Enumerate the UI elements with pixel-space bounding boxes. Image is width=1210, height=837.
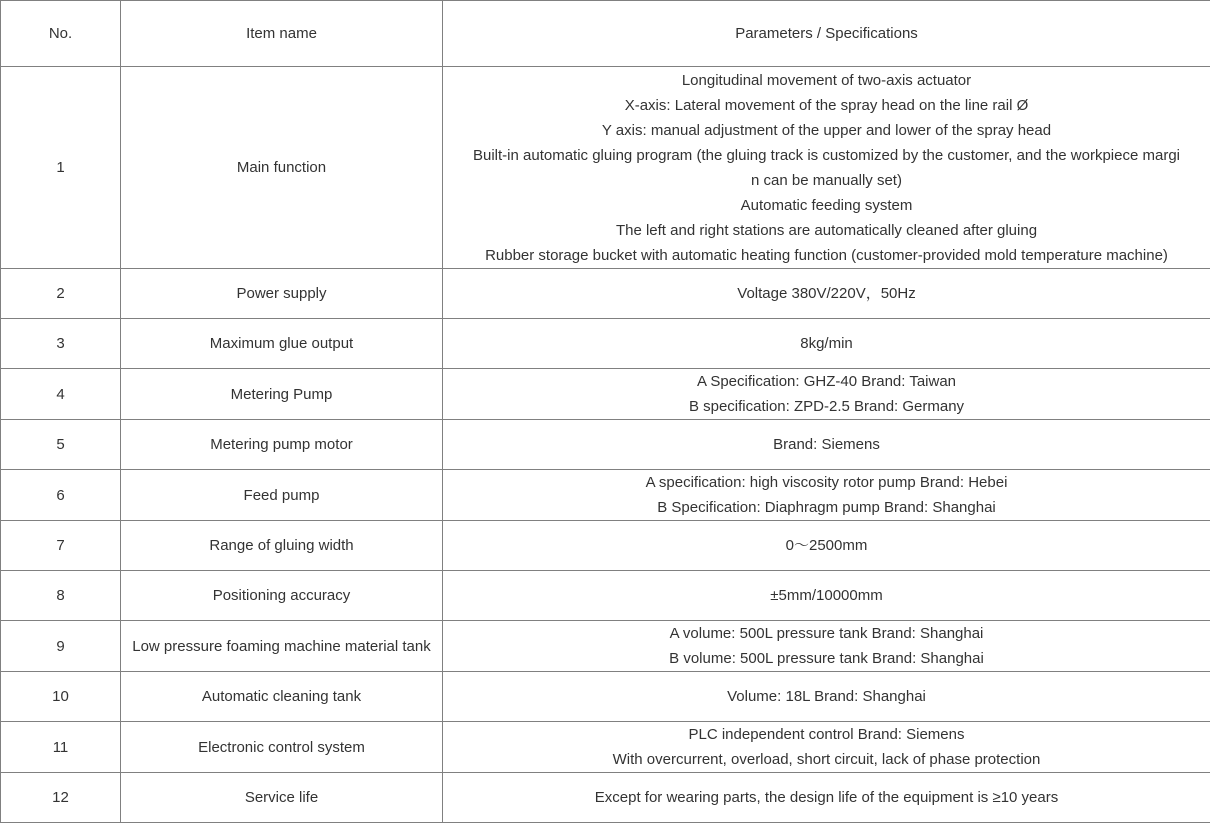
param-line: 8kg/min xyxy=(800,335,853,352)
cell-no: 5 xyxy=(1,420,121,470)
cell-parameters xyxy=(443,369,1210,420)
table-row-10 xyxy=(1,672,1210,722)
cell-item-name: Electronic control system xyxy=(121,722,443,773)
table-row-7 xyxy=(1,521,1210,571)
param-line: The left and right stations are automatically cleaned after gluing xyxy=(615,221,1038,239)
cell-no: 9 xyxy=(1,621,121,672)
cell-no: 12 xyxy=(1,773,121,823)
cell-parameters xyxy=(443,319,1210,369)
cell-parameters xyxy=(443,269,1210,319)
cell-parameters xyxy=(443,67,1210,269)
param-line: ±5mm/10000mm xyxy=(770,587,883,604)
param-line: Brand: Siemens xyxy=(773,436,880,453)
cell-no: 8 xyxy=(1,571,121,621)
cell-parameters xyxy=(443,621,1210,672)
cell-item-name: Power supply xyxy=(121,269,443,319)
param-line: B Specification: Diaphragm pump Brand: Shanghai xyxy=(657,499,996,516)
cell-parameters xyxy=(443,571,1210,621)
param-line: B specification: ZPD-2.5 Brand: Germany xyxy=(688,398,965,415)
param-line: n can be manually set) xyxy=(751,171,902,189)
header-no: No. xyxy=(1,1,121,67)
cell-parameters xyxy=(443,420,1210,470)
cell-item-name: Metering Pump xyxy=(121,369,443,420)
param-line: Longitudinal movement of two-axis actuator xyxy=(681,71,972,89)
header-row xyxy=(1,1,1210,67)
cell-no: 2 xyxy=(1,269,121,319)
header-parameters: Parameters / Specifications xyxy=(443,1,1210,67)
table-row-3 xyxy=(1,319,1210,369)
cell-parameters xyxy=(443,773,1210,823)
param-line: Voltage 380V/220V，50Hz xyxy=(737,285,916,302)
table-row-9 xyxy=(1,621,1210,672)
param-line: Volume: 18L Brand: Shanghai xyxy=(727,688,926,705)
param-line: Except for wearing parts, the design life of the equipment is ≥10 years xyxy=(594,789,1059,806)
cell-item-name: Service life xyxy=(121,773,443,823)
param-line: A specification: high viscosity rotor pump Brand: Hebei xyxy=(645,474,1008,491)
param-line: With overcurrent, overload, short circuit, lack of phase protection xyxy=(612,751,1041,768)
cell-parameters xyxy=(443,672,1210,722)
cell-item-name: Low pressure foaming machine material tank xyxy=(121,621,443,672)
cell-item-name: Feed pump xyxy=(121,470,443,521)
cell-no: 7 xyxy=(1,521,121,571)
param-line: PLC independent control Brand: Siemens xyxy=(688,726,965,743)
param-line: X-axis: Lateral movement of the spray head on the line rail Ø xyxy=(624,96,1029,114)
table-row-12 xyxy=(1,773,1210,823)
param-line: A Specification: GHZ-40 Brand: Taiwan xyxy=(696,373,957,390)
table-row-4 xyxy=(1,369,1210,420)
cell-item-name: Maximum glue output xyxy=(121,319,443,369)
param-line: Automatic feeding system xyxy=(740,196,913,214)
param-line: B volume: 500L pressure tank Brand: Shanghai xyxy=(669,650,984,667)
table-row-2 xyxy=(1,269,1210,319)
cell-no: 6 xyxy=(1,470,121,521)
cell-item-name: Metering pump motor xyxy=(121,420,443,470)
cell-item-name: Main function xyxy=(121,67,443,269)
cell-no: 4 xyxy=(1,369,121,420)
cell-no: 10 xyxy=(1,672,121,722)
table-row-1 xyxy=(1,67,1210,269)
cell-item-name: Positioning accuracy xyxy=(121,571,443,621)
table-row-6 xyxy=(1,470,1210,521)
header-item-name: Item name xyxy=(121,1,443,67)
table-row-8 xyxy=(1,571,1210,621)
cell-parameters xyxy=(443,470,1210,521)
cell-no: 11 xyxy=(1,722,121,773)
cell-parameters xyxy=(443,722,1210,773)
param-line: Y axis: manual adjustment of the upper and lower of the spray head xyxy=(601,121,1052,139)
param-line: A volume: 500L pressure tank Brand: Shanghai xyxy=(669,625,984,642)
param-line: Built-in automatic gluing program (the gluing track is customized by the customer, and the workpiece margi xyxy=(473,146,1180,164)
cell-no: 3 xyxy=(1,319,121,369)
param-line: 0～2500mm xyxy=(785,537,868,554)
table-row-5 xyxy=(1,420,1210,470)
param-line: Rubber storage bucket with automatic heating function (customer-provided mold temperature machine) xyxy=(485,246,1168,264)
cell-parameters xyxy=(443,521,1210,571)
cell-no: 1 xyxy=(1,67,121,269)
cell-item-name: Automatic cleaning tank xyxy=(121,672,443,722)
cell-item-name: Range of gluing width xyxy=(121,521,443,571)
table-row-11 xyxy=(1,722,1210,773)
